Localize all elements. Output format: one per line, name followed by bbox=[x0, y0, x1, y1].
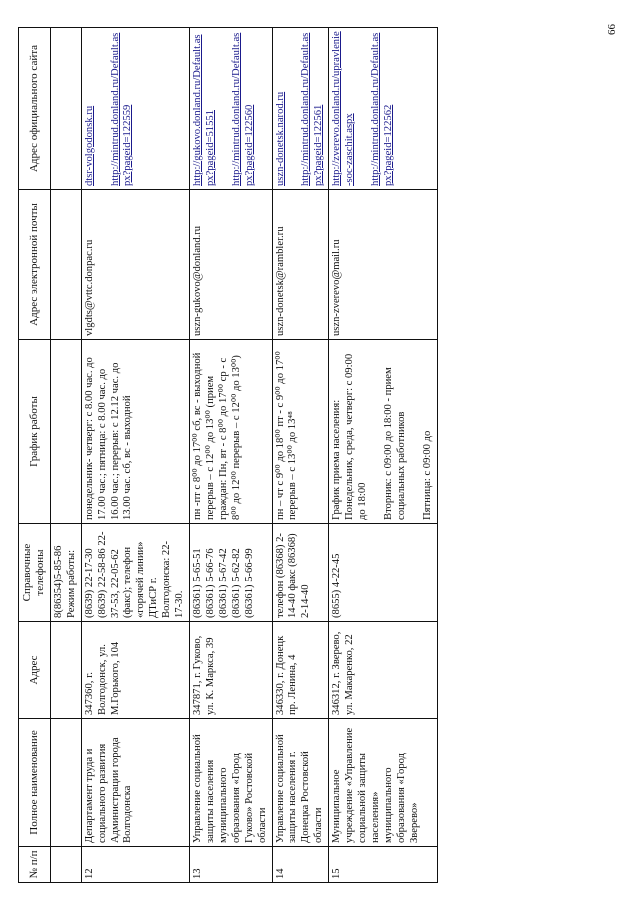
cell-email[interactable]: uszn-zverevo@mail.ru bbox=[329, 190, 437, 340]
header-email: Адрес электронной почты bbox=[19, 190, 51, 340]
cell-phones: (8655) 4-22-45 bbox=[329, 524, 437, 622]
cell-website[interactable]: dtsr-volgodonsk.ru http://mintrud.donland.ru/Default.aspx?pageid=122559 bbox=[81, 28, 189, 190]
cell-email[interactable]: uszn-gukovo@donland.ru bbox=[190, 190, 273, 340]
table-row bbox=[81, 28, 189, 883]
cell-email[interactable]: uszn-donetsk@rambler.ru bbox=[272, 190, 329, 340]
institutions-table bbox=[18, 27, 438, 883]
table-header-row bbox=[19, 28, 51, 883]
cell-address: 347360, г. Волгодонск, ул. М.Горького, 104 bbox=[81, 622, 189, 719]
cell-email[interactable]: vlgdts@vttc.donpac.ru bbox=[81, 190, 189, 340]
cell-website[interactable]: http://zverevo.donland.ru/upravlenie-soc-zaschit.aspx http://mintrud.donland.ru/Default.aspx?pageid=122562 bbox=[329, 28, 437, 190]
cell-full-name: Муниципальное учреждение «Управление социальной защиты населения» муниципального образования «Город Зверево» bbox=[329, 719, 437, 847]
cell-schedule: пн – чт с 9⁰⁰ до 18⁰⁰ пт - с 9⁰⁰ до 17⁰⁰ перерыв – с 13⁰⁰ до 13⁴⁸ bbox=[272, 340, 329, 524]
table-row bbox=[329, 28, 437, 883]
header-website: Адрес официального сайта bbox=[19, 28, 51, 190]
cell-schedule: понедельник- четверг: с 8.00 час. до 17.00 час.; пятница: с 8.00 час. до 16.00 час.; перерыв: с 12.12 час. до 13.00 час. сб, вс - выходной bbox=[81, 340, 189, 524]
table-row bbox=[190, 28, 273, 883]
cell-phones: (86361) 5-65-51 (86361) 5-66-76 (86361) 5-67-42 (86361) 5-62-82 (86361) 5-66-99 bbox=[190, 524, 273, 622]
cell-full-name: Департамент труда и социального развития Администрации города Волгодонска bbox=[81, 719, 189, 847]
cell-website[interactable]: http://gukovo.donland.ru/Default.aspx?pageid=51551 http://mintrud.donland.ru/Default.aspx?pageid=122560 bbox=[190, 28, 273, 190]
cell-phones: телефон (86368) 2-14-40 факс (86368) 2-14-40 bbox=[272, 524, 329, 622]
cell-address: 347871, г. Гуково, ул. К. Маркса, 39 bbox=[190, 622, 273, 719]
cell-schedule: пн -пт с 8⁰⁰ до 17⁰⁰ сб, вс - выходной перерыв – с 12⁰⁰ до 13⁰⁰ (прием граждан: Пн, вт - с 8⁰⁰ до 17⁰⁰ ср - с 8⁰⁰ до 12⁰⁰ перерыв – с 12⁰⁰ до 13⁰⁰) bbox=[190, 340, 273, 524]
page-number: 66 bbox=[606, 24, 618, 35]
cell-full-name: Управление социальной защиты населения муниципального образования «Город Гуково» Ростовской области bbox=[190, 719, 273, 847]
cell-address: 346312, г. Зверево, ул. Макаренко, 22 bbox=[329, 622, 437, 719]
header-full-name: Полное наименование bbox=[19, 719, 51, 847]
table-row bbox=[272, 28, 329, 883]
cell-address: 346330, г. Донецк пр. Ленина, 4 bbox=[272, 622, 329, 719]
cell-number: 12 bbox=[81, 847, 189, 883]
cell-website[interactable]: uszn-donetsk.narod.ru http://mintrud.donland.ru/Default.aspx?pageid=122561 bbox=[272, 28, 329, 190]
cell-phones: 8(86354)5-85-86 Режим работы: bbox=[50, 524, 81, 622]
cell-number: 14 bbox=[272, 847, 329, 883]
cell-schedule: График приема населения: Понедельник, среда, четверг: с 09:00 до 18:00 Вторник: с 09:00 до 18:00 - прием социальных работников Пятница: с 09:00 до bbox=[329, 340, 437, 524]
header-address: Адрес bbox=[19, 622, 51, 719]
cell-full-name: Управление социальной защиты населения г. Донецка Ростовской области bbox=[272, 719, 329, 847]
header-number: № п/п bbox=[19, 847, 51, 883]
cell-phones: (8639) 22-17-30 (8639) 22-58-86 22-37-53, 22-05-62 (факс); телефон «горячей линии» ДТиСР г. Волгодонска: 22-17-30. bbox=[81, 524, 189, 622]
table-row-continuation bbox=[50, 28, 81, 883]
header-schedule: График работы bbox=[19, 340, 51, 524]
header-phones: Справочные телефоны bbox=[19, 524, 51, 622]
cell-number: 15 bbox=[329, 847, 437, 883]
cell-number: 13 bbox=[190, 847, 273, 883]
